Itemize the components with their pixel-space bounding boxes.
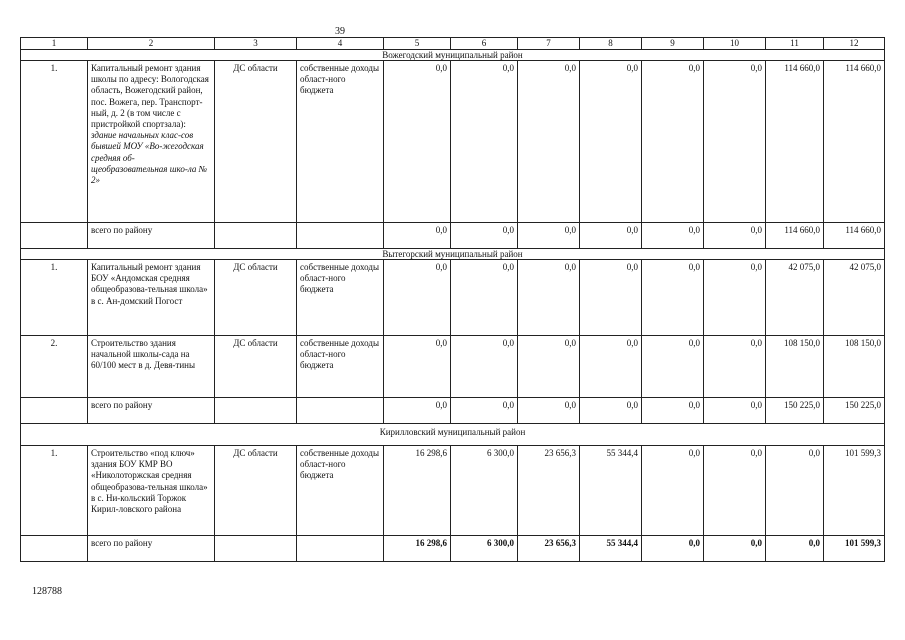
- row-source: собственные доходы област-ного бюджета: [297, 260, 384, 336]
- empty-cell: [297, 398, 384, 424]
- total-value-cell: 0,0: [518, 223, 580, 249]
- value-cell: 23 656,3: [518, 446, 580, 536]
- total-value-cell: 0,0: [384, 398, 451, 424]
- column-number: 3: [215, 38, 297, 50]
- value-cell: 0,0: [704, 260, 766, 336]
- district-header-row: [21, 50, 885, 61]
- total-value-cell: 101 599,3: [824, 536, 885, 562]
- value-cell: 0,0: [384, 336, 451, 398]
- column-number: 5: [384, 38, 451, 50]
- value-cell: 42 075,0: [766, 260, 824, 336]
- value-cell: 114 660,0: [766, 61, 824, 223]
- total-value-cell: 150 225,0: [824, 398, 885, 424]
- empty-cell: [215, 398, 297, 424]
- row-source: собственные доходы област-ного бюджета: [297, 446, 384, 536]
- value-cell: 0,0: [704, 336, 766, 398]
- row-source: собственные доходы област-ного бюджета: [297, 61, 384, 223]
- column-number: 8: [580, 38, 642, 50]
- row-index-empty: [21, 398, 88, 424]
- empty-cell: [297, 536, 384, 562]
- total-value-cell: 0,0: [704, 223, 766, 249]
- value-cell: 114 660,0: [824, 61, 885, 223]
- value-cell: 0,0: [580, 260, 642, 336]
- value-cell: 0,0: [451, 336, 518, 398]
- total-value-cell: 0,0: [766, 536, 824, 562]
- description-italic-text: здание начальных клас-сов бывшей МОУ «Во-жегодская средняя об-щеобразовательная шко-ла № 2»: [91, 130, 208, 186]
- total-value-cell: 0,0: [580, 223, 642, 249]
- column-number: 2: [88, 38, 215, 50]
- value-cell: 0,0: [451, 260, 518, 336]
- row-customer: ДС области: [215, 61, 297, 223]
- table-row: [21, 446, 885, 536]
- total-value-cell: 6 300,0: [451, 536, 518, 562]
- row-description: Капитальный ремонт здания БОУ «Андомская средняя общеобразова-тельная школа» в с. Ан-домский Погост: [88, 260, 215, 336]
- column-number: 11: [766, 38, 824, 50]
- total-value-cell: 16 298,6: [384, 536, 451, 562]
- total-label: всего по району: [88, 398, 215, 424]
- value-cell: 108 150,0: [824, 336, 885, 398]
- value-cell: 101 599,3: [824, 446, 885, 536]
- value-cell: 0,0: [580, 336, 642, 398]
- total-value-cell: 0,0: [451, 223, 518, 249]
- row-index-empty: [21, 536, 88, 562]
- column-number: 9: [642, 38, 704, 50]
- value-cell: 0,0: [704, 61, 766, 223]
- value-cell: 0,0: [518, 336, 580, 398]
- district-total-row: [21, 398, 885, 424]
- value-cell: 0,0: [384, 61, 451, 223]
- total-value-cell: 114 660,0: [766, 223, 824, 249]
- value-cell: 0,0: [642, 446, 704, 536]
- row-description: Строительство здания начальной школы-сада на 60/100 мест в д. Девя-тины: [88, 336, 215, 398]
- total-value-cell: 150 225,0: [766, 398, 824, 424]
- district-header-row: [21, 424, 885, 446]
- total-value-cell: 23 656,3: [518, 536, 580, 562]
- district-total-row: [21, 536, 885, 562]
- total-value-cell: 55 344,4: [580, 536, 642, 562]
- table-row: [21, 61, 885, 223]
- value-cell: 42 075,0: [824, 260, 885, 336]
- total-value-cell: 0,0: [642, 536, 704, 562]
- total-value-cell: 0,0: [704, 398, 766, 424]
- total-value-cell: 0,0: [518, 398, 580, 424]
- value-cell: 0,0: [766, 446, 824, 536]
- value-cell: 0,0: [451, 61, 518, 223]
- total-value-cell: 0,0: [642, 398, 704, 424]
- column-number: 7: [518, 38, 580, 50]
- value-cell: 0,0: [384, 260, 451, 336]
- row-description: Строительство «под ключ» здания БОУ КМР ВО «Николоторжская средняя общеобразова-тельная школа» в с. Ни-кольский Торжок Кирил-ловского района: [88, 446, 215, 536]
- district-total-row: [21, 223, 885, 249]
- district-name: Кирилловский муниципальный район: [21, 424, 885, 446]
- total-value-cell: 0,0: [580, 398, 642, 424]
- total-value-cell: 0,0: [642, 223, 704, 249]
- value-cell: 6 300,0: [451, 446, 518, 536]
- row-source: собственные доходы област-ного бюджета: [297, 336, 384, 398]
- value-cell: 55 344,4: [580, 446, 642, 536]
- column-number: 4: [297, 38, 384, 50]
- row-customer: ДС области: [215, 260, 297, 336]
- row-index: 1.: [21, 61, 88, 223]
- row-index: 1.: [21, 446, 88, 536]
- row-index: 2.: [21, 336, 88, 398]
- total-value-cell: 114 660,0: [824, 223, 885, 249]
- empty-cell: [215, 223, 297, 249]
- description-text: Капитальный ремонт здания школы по адресу: Вологодская область, Вожегодский район, пос. Вожега, пер. Транспорт-ный, д. 2 (в том числе с пристройкой спортзала):: [91, 63, 209, 130]
- page-number: 39: [335, 26, 345, 37]
- value-cell: 0,0: [704, 446, 766, 536]
- column-number: 6: [451, 38, 518, 50]
- row-index: 1.: [21, 260, 88, 336]
- district-name: Вожегодский муниципальный район: [21, 50, 885, 61]
- total-value-cell: 0,0: [704, 536, 766, 562]
- district-header-row: [21, 249, 885, 260]
- value-cell: 0,0: [642, 260, 704, 336]
- value-cell: 0,0: [642, 61, 704, 223]
- row-description: [88, 61, 215, 223]
- table-row: [21, 336, 885, 398]
- value-cell: 0,0: [518, 260, 580, 336]
- document-code: 128788: [32, 586, 62, 597]
- column-number: 12: [824, 38, 885, 50]
- value-cell: 108 150,0: [766, 336, 824, 398]
- value-cell: 0,0: [518, 61, 580, 223]
- row-customer: ДС области: [215, 446, 297, 536]
- column-number-row: [21, 38, 885, 50]
- budget-table: [20, 37, 885, 562]
- total-label: всего по району: [88, 536, 215, 562]
- column-number: 1: [21, 38, 88, 50]
- column-number: 10: [704, 38, 766, 50]
- row-index-empty: [21, 223, 88, 249]
- empty-cell: [297, 223, 384, 249]
- total-value-cell: 0,0: [451, 398, 518, 424]
- empty-cell: [215, 536, 297, 562]
- district-name: Вытегорский муниципальный район: [21, 249, 885, 260]
- value-cell: 0,0: [580, 61, 642, 223]
- total-value-cell: 0,0: [384, 223, 451, 249]
- total-label: всего по району: [88, 223, 215, 249]
- value-cell: 0,0: [642, 336, 704, 398]
- row-customer: ДС области: [215, 336, 297, 398]
- value-cell: 16 298,6: [384, 446, 451, 536]
- table-row: [21, 260, 885, 336]
